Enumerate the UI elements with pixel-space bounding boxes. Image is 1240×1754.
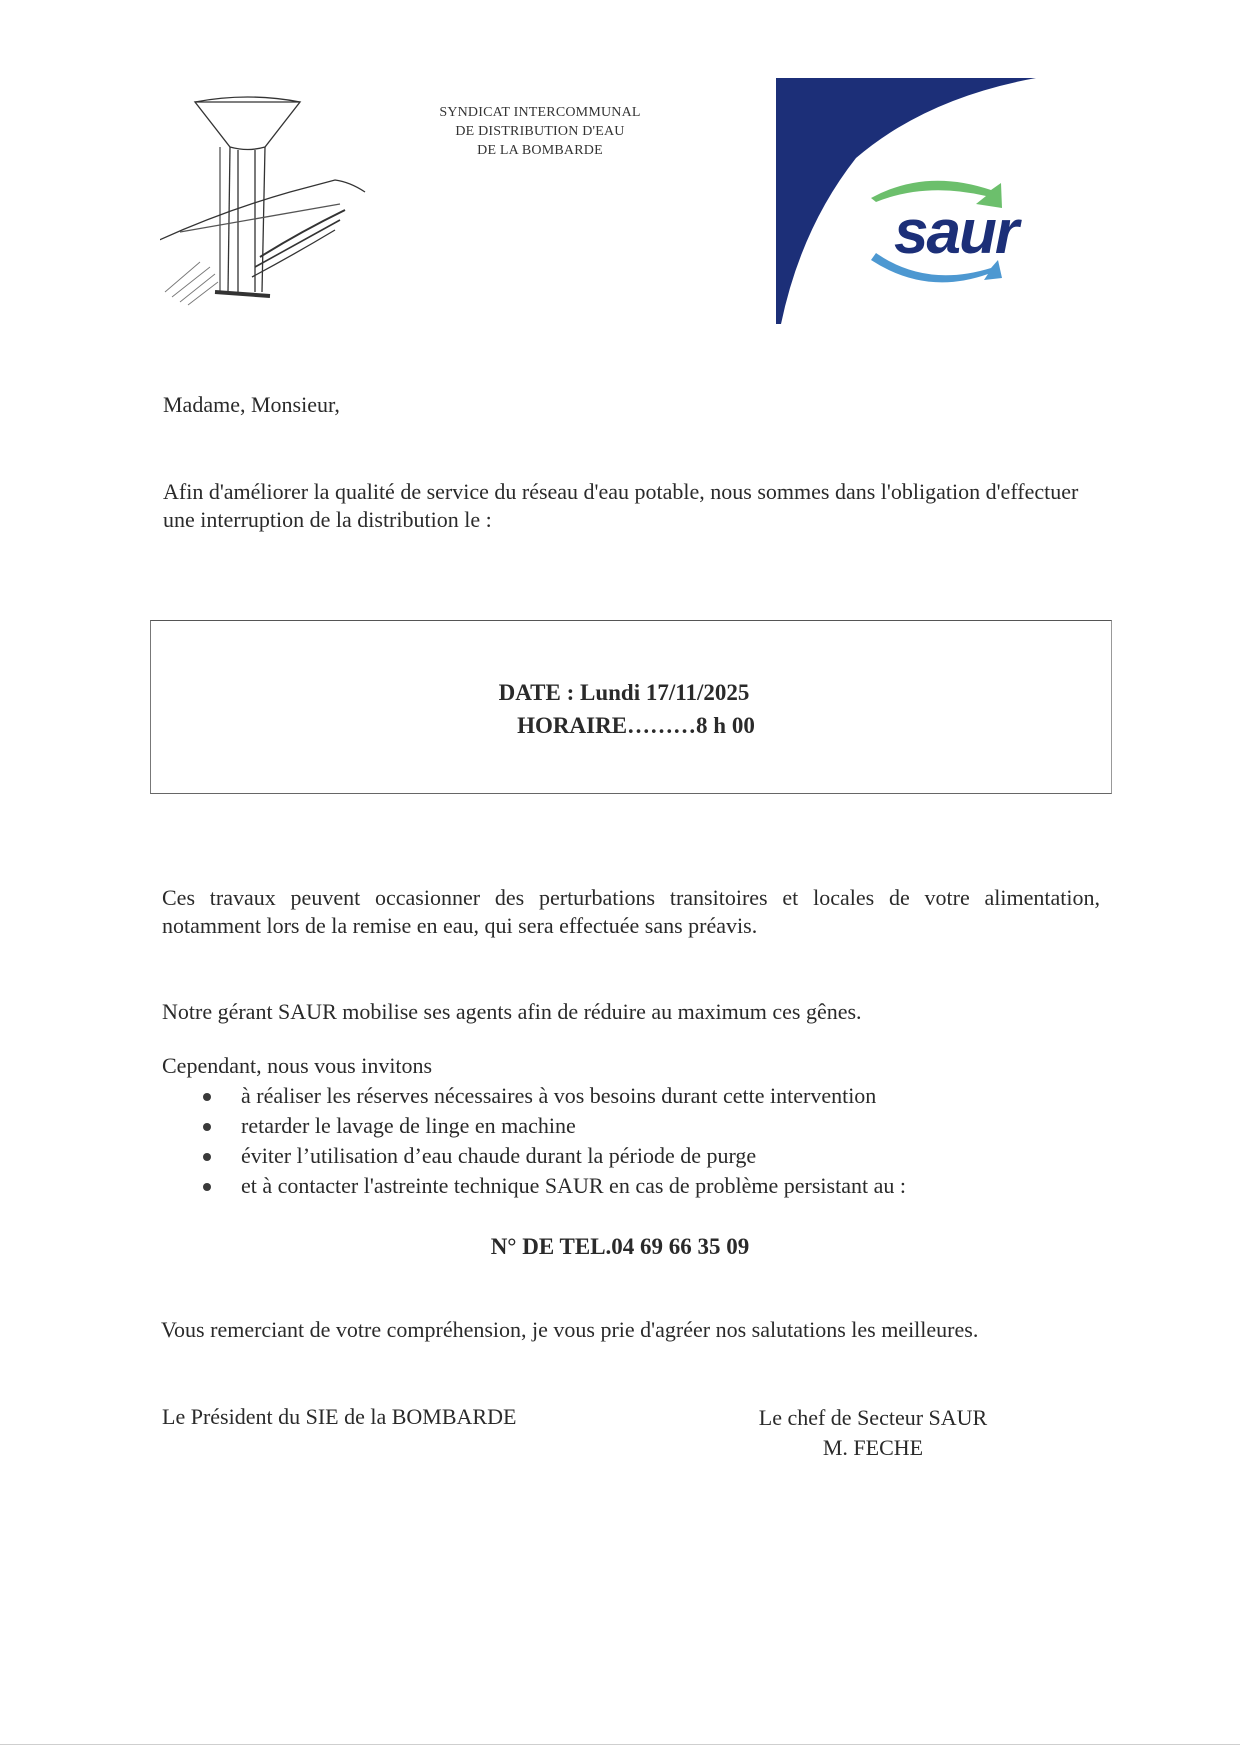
bullet-icon (203, 1153, 211, 1161)
bullet-icon (203, 1183, 211, 1191)
signature-saur-name: M. FECHE (822, 1435, 924, 1460)
list-item-text: et à contacter l'astreinte technique SAUR en cas de problème persistant au : (241, 1173, 906, 1198)
syndicat-line: SYNDICAT INTERCOMMUNAL (439, 105, 641, 120)
gerant-paragraph: Notre gérant SAUR mobilise ses agents afin de réduire au maximum ces gênes. (162, 999, 862, 1024)
recommendations-list (203, 1081, 906, 1201)
saur-logo-text: saur (894, 198, 1017, 267)
cependant-paragraph: Cependant, nous vous invitons (162, 1053, 433, 1078)
list-item (203, 1081, 906, 1111)
intro-paragraph: Afin d'améliorer la qualité de service du réseau d'eau potable, nous sommes dans l'obligation d'effectuer une interruption de la distribution le : (163, 479, 1079, 532)
syndicat-line: DE LA BOMBARDE (477, 143, 603, 158)
bullet-icon (203, 1093, 211, 1101)
schedule-block (0, 676, 1240, 742)
list-item (203, 1141, 906, 1171)
signature-saur (738, 1403, 1008, 1463)
list-item-text: éviter l’utilisation d’eau chaude durant la période de purge (241, 1143, 757, 1168)
time-line: HORAIRE………8 h 00 (517, 713, 755, 738)
travaux-paragraph: Ces travaux peuvent occasionner des perturbations transitoires et locales de votre alimentation, notamment lors de la remise en eau, qui sera effectuée sans préavis. (162, 885, 1100, 938)
list-item (203, 1171, 906, 1201)
signature-saur-title: Le chef de Secteur SAUR (758, 1405, 988, 1430)
phone-number: N° DE TEL.04 69 66 35 09 (490, 1234, 750, 1259)
syndicat-line: DE DISTRIBUTION D'EAU (455, 124, 625, 139)
bullet-icon (203, 1123, 211, 1131)
saur-logo (776, 78, 1086, 324)
greeting: Madame, Monsieur, (163, 392, 340, 417)
page-bottom-rule (0, 1744, 1240, 1745)
signature-president: Le Président du SIE de la BOMBARDE (162, 1404, 517, 1429)
list-item-text: retarder le lavage de linge en machine (241, 1113, 576, 1138)
date-line: DATE : Lundi 17/11/2025 (498, 680, 750, 705)
list-item (203, 1111, 906, 1141)
water-tower-logo (160, 92, 430, 332)
syndicat-name (405, 103, 675, 160)
list-item-text: à réaliser les réserves nécessaires à vos besoins durant cette intervention (241, 1083, 877, 1108)
closing-paragraph: Vous remerciant de votre compréhension, je vous prie d'agréer nos salutations les meilleures. (161, 1317, 979, 1342)
